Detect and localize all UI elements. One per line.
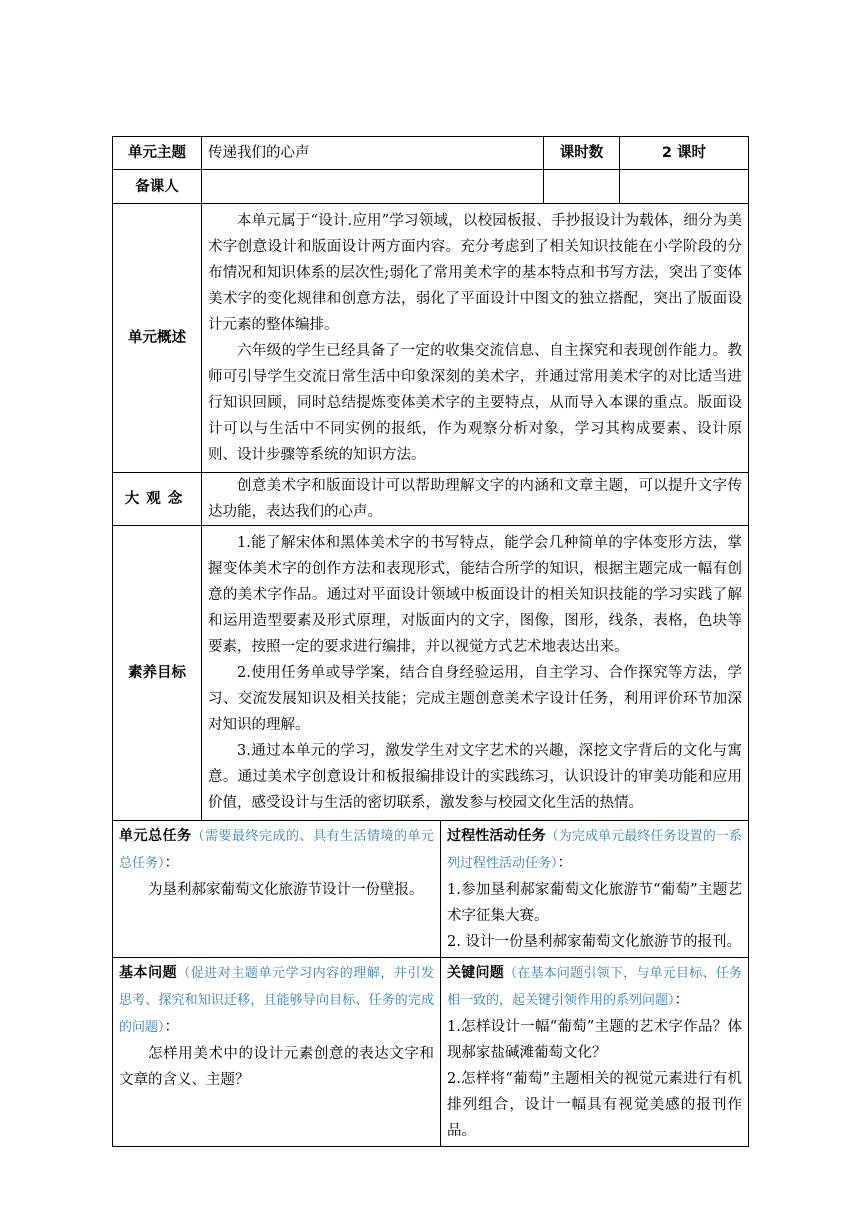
preparer-row: [113, 170, 749, 204]
basic-question-title: 基本问题: [119, 965, 178, 981]
big-idea-label: 大观念: [113, 473, 202, 526]
process-task-item: 1.参加垦利郝家葡萄文化旅游节“葡萄”主题艺术字征集大赛。: [447, 882, 742, 924]
big-idea-content: [202, 473, 749, 526]
overall-task-colon: ：: [164, 855, 180, 871]
goal-item: 2.使用任务单或导学案，结合自身经验运用，自主学习、合作探究等方法，学习、交流发展知识及相关技能；完成主题创意美术字设计任务，利用评价环节加深对知识的理解。: [208, 665, 742, 733]
big-idea-text: 创意美术字和版面设计可以帮助理解文字的内涵和文章主题，可以提升文字传达功能，表达我们的心声。: [208, 478, 742, 520]
process-task-cell: [441, 821, 749, 958]
overview-row: [113, 204, 749, 473]
tasks-row: [113, 821, 749, 958]
overview-content: [202, 204, 749, 473]
lesson-count-value: 2 课时: [620, 137, 749, 170]
overall-task-text: 为垦利郝家葡萄文化旅游节设计一份壁报。: [148, 882, 424, 898]
key-question-note: （在基本问题引领下，与单元目标、任务相一致的，起关键引领作用的系列问题）: [447, 966, 742, 1008]
basic-question-colon: ：: [164, 1019, 180, 1035]
preparer-blank-cell-2: [620, 170, 749, 204]
preparer-label: 备课人: [113, 170, 202, 204]
overall-task-note: （需要最终完成的、具有生活情境的单元总任务）: [119, 829, 434, 871]
basic-question-heading: [119, 960, 434, 1041]
goal-item: 1.能了解宋体和黑体美术字的书写特点，能学会几种简单的字体变形方法，掌握变体美术字的创作方法和表现形式，能结合所学的知识，根据主题完成一幅有创意的美术字作品。通过对平面设计领域中板面设计的相关知识技能的学习实践了解和运用造型要素及形式原理，对版面内的文字，图像，图形，线条，表格，色块等要素，按照一定的要求进行编排，并以视觉方式艺术地表达出来。: [208, 535, 742, 655]
process-task-heading: [447, 823, 742, 877]
preparer-value: [202, 170, 544, 204]
basic-question-cell: [113, 958, 441, 1147]
key-question-colon: ：: [674, 992, 690, 1008]
unit-theme-label: 单元主题: [113, 137, 202, 170]
key-question-item: 2.怎样将“葡萄”主题相关的视觉元素进行有机排列组合，设计一幅具有视觉美感的报刊作品。: [447, 1071, 742, 1139]
key-question-cell: [441, 958, 749, 1147]
unit-theme-value: 传递我们的心声: [202, 137, 544, 170]
overview-paragraph: 六年级的学生已经具备了一定的收集交流信息、自主探究和表现创作能力。教师可引导学生交流日常生活中印象深刻的美术字，并通过常用美术字的对比适当进行知识回顾，同时总结提炼变体美术字的主要特点，从而导入本课的重点。版面设计可以与生活中不同实例的报纸，作为观察分析对象，学习其构成要素、设计原则、设计步骤等系统的知识方法。: [208, 343, 742, 463]
overview-paragraph: 本单元属于“设计.应用”学习领域，以校园板报、手抄报设计为载体，细分为美术字创意设计和版面设计两方面内容。充分考虑到了相关知识技能在小学阶段的分布情况和知识体系的层次性;弱化了常用美术字的基本特点和书写方法，突出了变体美术字的变化规律和创意方法，弱化了平面设计中图文的独立搭配，突出了版面设计元素的整体编排。: [208, 213, 742, 333]
unit-plan-table: [112, 136, 749, 1147]
unit-theme-row: [113, 137, 749, 170]
process-task-note: （为完成单元最终任务设置的一系列过程性活动任务）: [447, 829, 742, 871]
key-question-title: 关键问题: [447, 965, 504, 981]
overview-label: 单元概述: [113, 204, 202, 473]
literacy-goals-row: [113, 526, 749, 821]
lesson-count-label: 课时数: [544, 137, 620, 170]
key-question-heading: [447, 960, 742, 1014]
overall-task-title: 单元总任务: [119, 828, 192, 844]
key-question-item: 1.怎样设计一幅“葡萄”主题的艺术字作品？体现郝家盐碱滩葡萄文化？: [447, 1019, 742, 1061]
goal-item: 3.通过本单元的学习，激发学生对文字艺术的兴趣，深挖文字背后的文化与寓意。通过美术字创意设计和板报编排设计的实践练习，认识设计的审美功能和应用价值，感受设计与生活的密切联系，激发参与校园文化生活的热情。: [208, 743, 742, 811]
process-task-title: 过程性活动任务: [447, 828, 546, 844]
big-idea-row: [113, 473, 749, 526]
literacy-goals-label: 素养目标: [113, 526, 202, 821]
basic-question-text: 怎样用美术中的设计元素创意的表达文字和文章的含义、主题？: [119, 1046, 434, 1088]
questions-row: [113, 958, 749, 1147]
basic-question-note: （促进对主题单元学习内容的理解，并引发思考、探究和知识迁移，且能够导向目标、任务的完成的问题）: [119, 966, 434, 1035]
overall-task-cell: [113, 821, 441, 958]
process-task-colon: ：: [557, 855, 573, 871]
literacy-goals-content: [202, 526, 749, 821]
preparer-blank-cell: [544, 170, 620, 204]
process-task-item: 2. 设计一份垦利郝家葡萄文化旅游节的报刊。: [447, 934, 741, 950]
overall-task-heading: [119, 823, 434, 877]
